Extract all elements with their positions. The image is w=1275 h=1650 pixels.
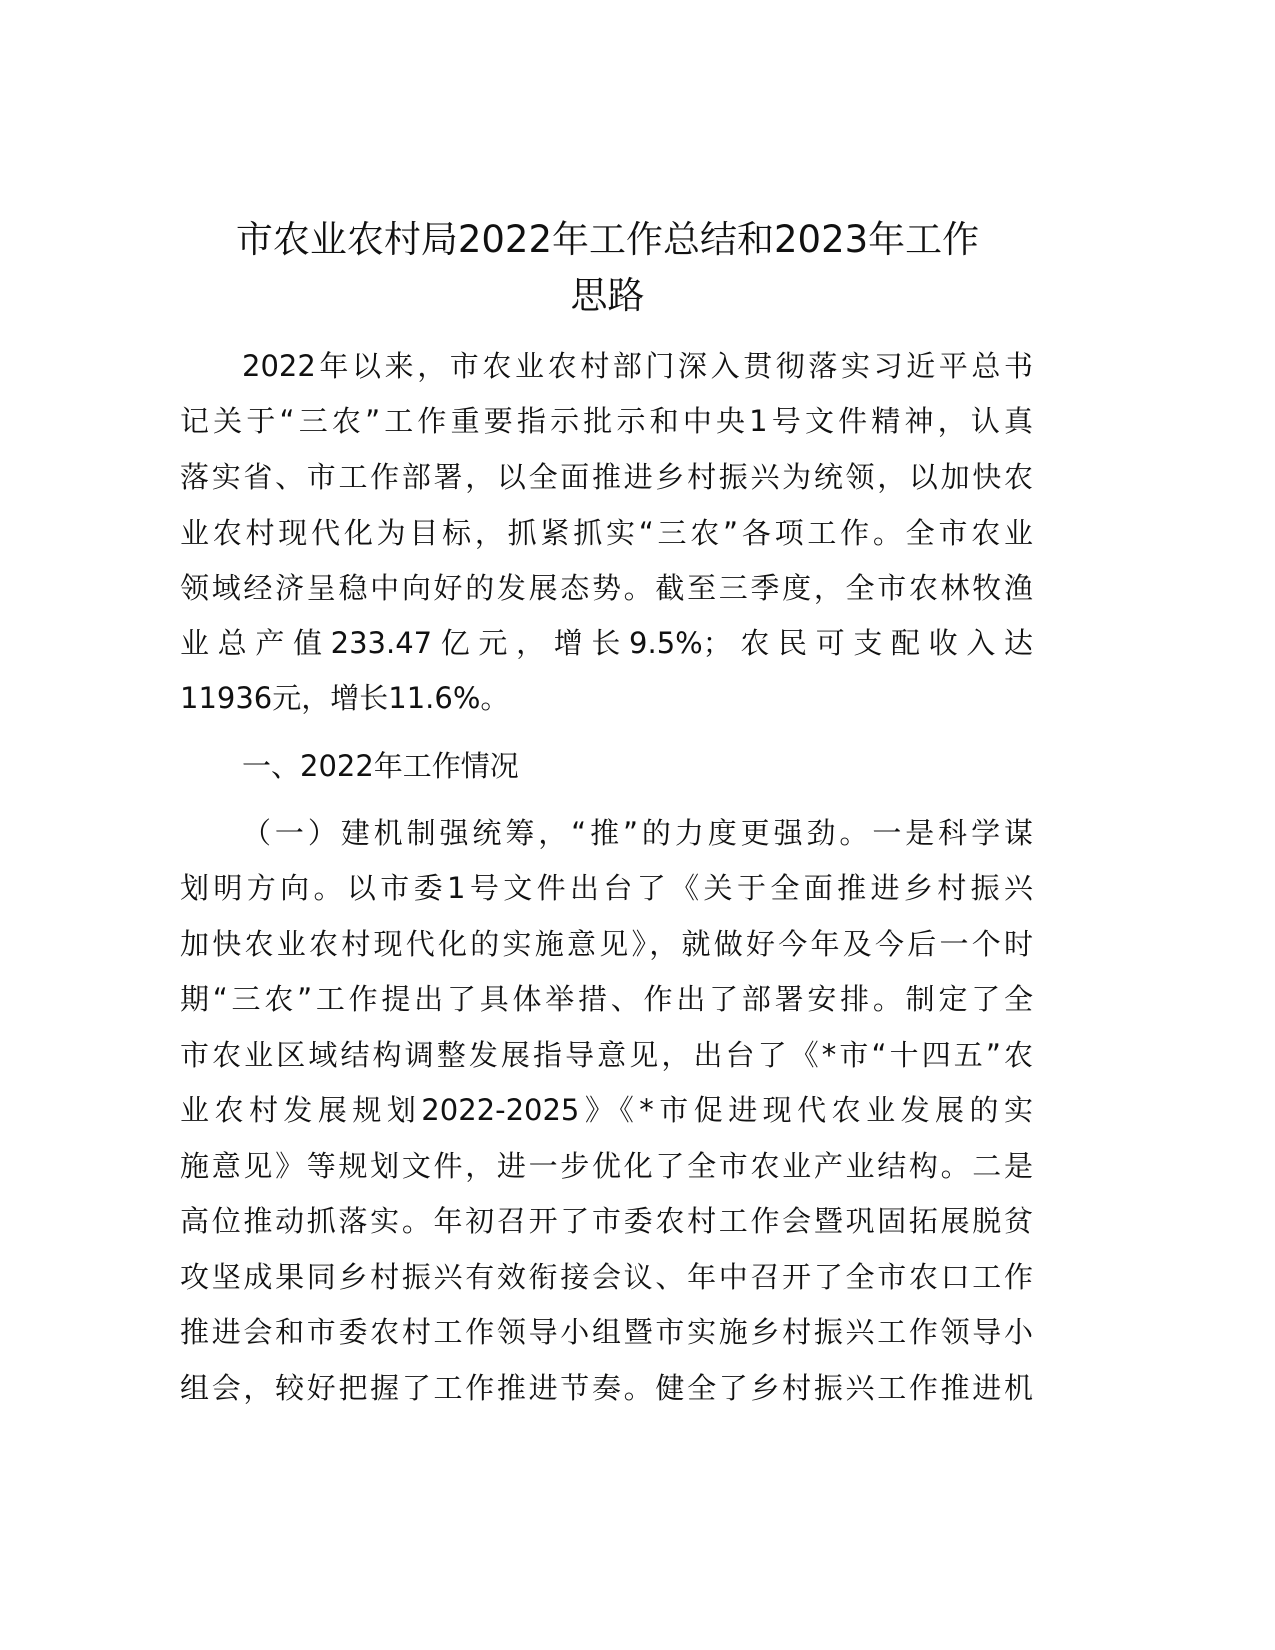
- body-line: 高位推动抓落实。年初召开了市委农村工作会暨巩固拓展脱贫: [180, 1204, 1033, 1238]
- intro-line: 落实省、市工作部署，以全面推进乡村振兴为统领，以加快农: [180, 460, 1033, 494]
- body-line: 业农村发展规划2022-2025》《*市促进现代农业发展的实: [180, 1093, 1033, 1127]
- title-line-2: 思路: [570, 274, 645, 317]
- intro-line: 领域经济呈稳中向好的发展态势。截至三季度，全市农林牧渔: [180, 571, 1033, 605]
- section-heading: 一、2022年工作情况: [242, 749, 519, 783]
- body-line: 攻坚成果同乡村振兴有效衔接会议、年中召开了全市农口工作: [180, 1260, 1033, 1294]
- title-line-1: 市农业农村局2022年工作总结和2023年工作: [235, 218, 980, 261]
- intro-line: 11936元，增长11.6%。: [180, 681, 510, 715]
- intro-line: 业农村现代化为目标，抓紧抓实“三农”各项工作。全市农业: [180, 516, 1033, 550]
- body-line: 加快农业农村现代化的实施意见》，就做好今年及今后一个时: [180, 927, 1033, 961]
- body-line: 期“三农”工作提出了具体举措、作出了部署安排。制定了全: [180, 982, 1033, 1016]
- body-line: （一）建机制强统筹，“推”的力度更强劲。一是科学谋: [242, 816, 1033, 850]
- intro-line: 2022年以来，市农业农村部门深入贯彻落实习近平总书: [242, 349, 1033, 383]
- intro-line: 业总产值233.47亿元，增长9.5%；农民可支配收入达: [180, 626, 1033, 660]
- body-line: 划明方向。以市委1号文件出台了《关于全面推进乡村振兴: [180, 871, 1033, 905]
- body-line: 推进会和市委农村工作领导小组暨市实施乡村振兴工作领导小: [180, 1315, 1033, 1349]
- body-line: 施意见》等规划文件，进一步优化了全市农业产业结构。二是: [180, 1149, 1033, 1183]
- body-line: 组会，较好把握了工作推进节奏。健全了乡村振兴工作推进机: [180, 1371, 1033, 1405]
- body-line: 市农业区域结构调整发展指导意见，出台了《*市“十四五”农: [180, 1038, 1033, 1072]
- intro-line: 记关于“三农”工作重要指示批示和中央1号文件精神，认真: [180, 404, 1033, 438]
